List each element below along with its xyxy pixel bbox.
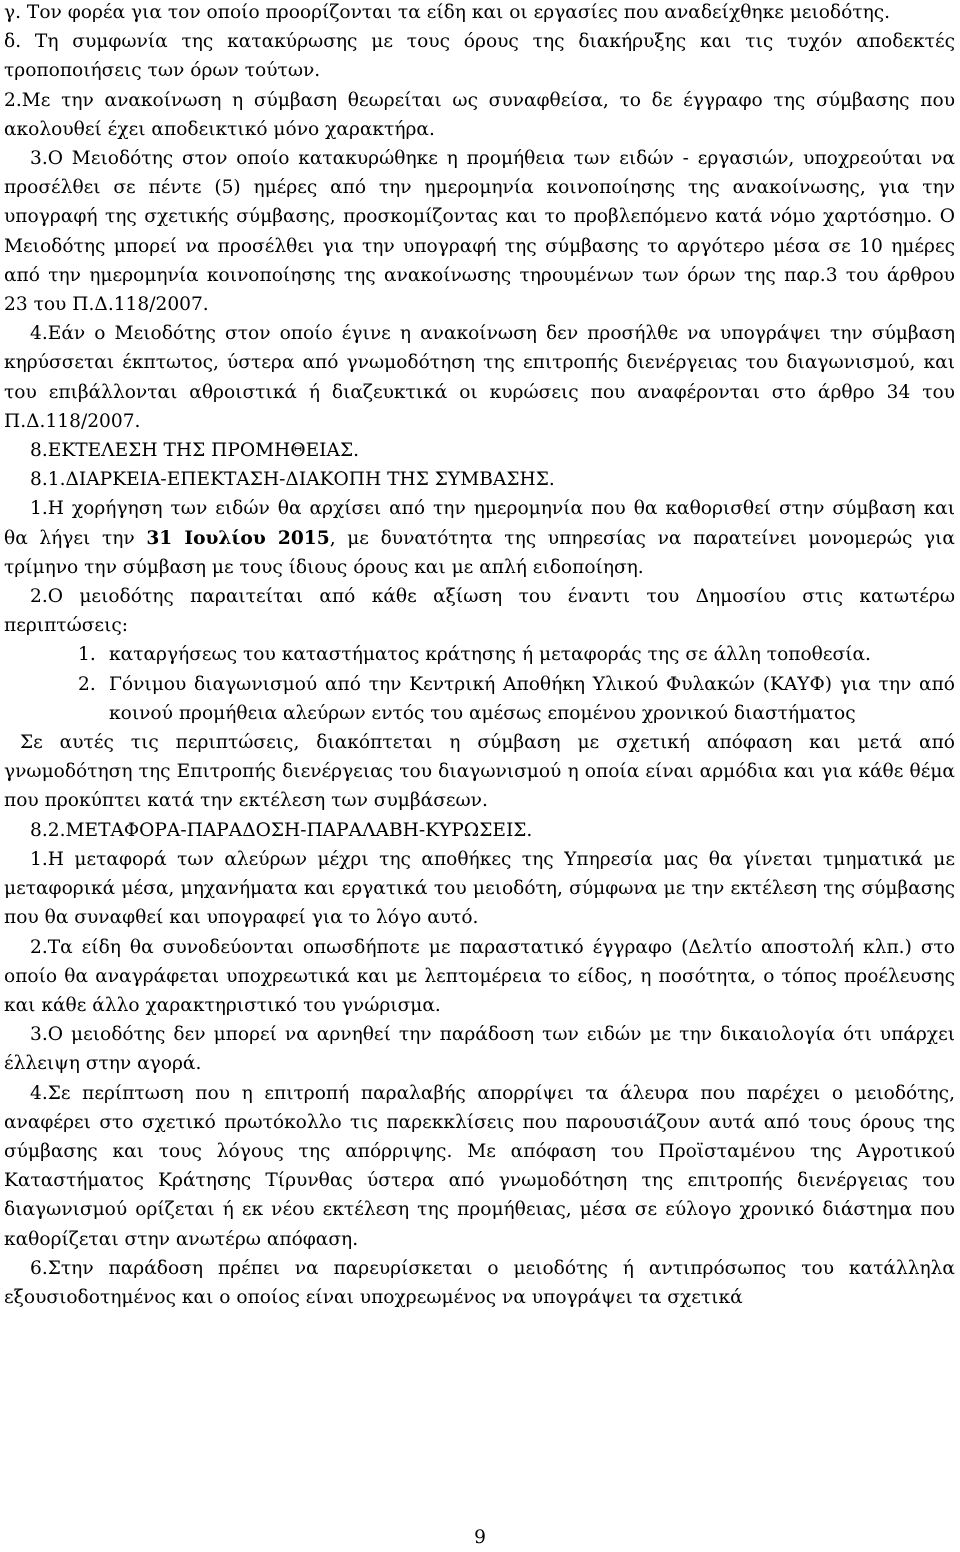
paragraph-3: 3.Ο Μειοδότης στον οποίο κατακυρώθηκε η προμήθεια των ειδών - εργασιών, υποχρεούται να προσέλθει σε πέντε (5) ημέρες από την ημερομηνία κοινοποίησης της ανακοίνωσης, για την υπογραφή της σχετικής σύμβασης, προσκομίζοντας και το προβλεπόμενο κατά νόμο χαρτόσημο. Ο Μειοδότης μπορεί να προσέλθει για την υπογραφή της σύμβασης το αργότερο μέσα σε 10 ημέρες από την ημερομηνία κοινοποίησης της ανακοίνωσης τηρουμένων των όρων της παρ.3 του άρθρου 23 του Π.Δ.118/2007.	[4, 148, 955, 316]
paragraph-8-2-1: 1.Η μεταφορά των αλεύρων μέχρι της αποθήκες της Υπηρεσία μας θα γίνεται τμηματικά με μεταφορικά μέσα, μηχανήματα και εργατικά του μειοδότη, σύμφωνα με την εκτέλεση της σύμβασης που θα συναφθεί και υπογραφεί για το λόγο αυτό.	[4, 848, 955, 929]
paragraph-8-2-3: 3.Ο μειοδότης δεν μπορεί να αρνηθεί την παράδοση των ειδών με την δικαιολογία ότι υπάρχει έλλειψη στην αγορά.	[4, 1024, 955, 1075]
paragraph-delta: δ. Τη συμφωνία της κατακύρωσης με τους όρους της διακήρυξης και τις τυχόν αποδεκτές τροποποιήσεις των όρων τούτων.	[4, 31, 955, 82]
document-body	[4, 0, 955, 1312]
paragraph-8-2-2: 2.Τα είδη θα συνοδεύονται οπωσδήποτε με παραστατικό έγγραφο (Δελτίο αποστολή κλπ.) στο οποίο θα αναγράφεται υποχρεωτικά και με λεπτομέρεια το είδος, η ποσότητα, ο τόπος προέλευσης και κάθε άλλο χαρακτηριστικό του γνώρισμα.	[4, 936, 955, 1016]
paragraph-8-1-1-text-start: 1.Η χορήγηση των ειδών θα αρχίσει από την ημερομηνία που θα καθορισθεί στην σύμβαση και θα λήγει την	[4, 498, 955, 549]
end-date: 31 Ιουλίου 2015	[146, 527, 330, 549]
paragraph-8-2-6: 6.Στην παράδοση πρέπει να παρευρίσκεται ο μειοδότης ή αντιπρόσωπος του κατάλληλα εξουσιοδοτημένος και ο οποίος είναι υποχρεωμένος να υπογράψει τα σχετικά	[4, 1257, 955, 1308]
paragraph-gamma: γ. Τον φορέα για τον οποίο προορίζονται τα είδη και οι εργασίες που αναδείχθηκε μειοδότης.	[4, 2, 891, 23]
paragraph-8-1-1	[4, 494, 955, 582]
list-item	[4, 670, 955, 728]
heading-section-8: 8.ΕΚΤΕΛΕΣΗ ΤΗΣ ΠΡΟΜΗΘΕΙΑΣ.	[30, 440, 359, 462]
paragraph-8-1-1-text-end: , με δυνατότητα της υπηρεσίας να παρατείνει μονομερώς για τρίμηνο την σύμβαση με τους ίδιους όρους και με απλή ειδοποίηση.	[4, 527, 955, 578]
paragraph-after-cases: Σε αυτές τις περιπτώσεις, διακόπτεται η σύμβαση με σχετική απόφαση και μετά από γνωμοδότηση της Επιτροπής διενέργειας του διαγωνισμού η οποία είναι αρμόδια και για κάθε θέμα που προκύπτει κατά την εκτέλεση των συμβάσεων.	[4, 732, 955, 812]
list-item	[4, 640, 955, 669]
paragraph-8-1-2: 2.Ο μειοδότης παραιτείται από κάθε αξίωση του έναντι του Δημοσίου στις κατωτέρω περιπτώσεις:	[4, 586, 955, 637]
cases-list	[4, 640, 955, 728]
list-item-text: Γόνιμου διαγωνισμού από την Κεντρική Αποθήκη Υλικού Φυλακών (ΚΑΥΦ) για την από κοινού προμήθεια αλεύρων εντός του αμέσως επομένου χρονικού διαστήματος	[109, 673, 955, 724]
page-number: 9	[474, 1527, 486, 1548]
list-item-number: 2.	[78, 673, 96, 695]
paragraph-4: 4.Εάν ο Μειοδότης στον οποίο έγινε η ανακοίνωση δεν προσήλθε να υπογράψει την σύμβαση κηρύσσεται έκπτωτος, ύστερα από γνωμοδότηση της επιτροπής διενέργειας του διαγωνισμού, και του επιβάλλονται αθροιστικά ή διαζευκτικά οι κυρώσεις που αναφέρονται στο άρθρο 34 του Π.Δ.118/2007.	[4, 323, 955, 432]
paragraph-2: 2.Με την ανακοίνωση η σύμβαση θεωρείται ως συναφθείσα, το δε έγγραφο της σύμβασης που ακολουθεί έχει αποδεικτικό μόνο χαρακτήρα.	[4, 89, 955, 140]
list-item-text: καταργήσεως του καταστήματος κράτησης ή μεταφοράς της σε άλλη τοποθεσία.	[109, 644, 871, 666]
heading-section-8-2: 8.2.ΜΕΤΑΦΟΡΑ-ΠΑΡΑΔΟΣΗ-ΠΑΡΑΛΑΒΗ-ΚΥΡΩΣΕΙΣ.	[30, 819, 533, 841]
heading-section-8-1: 8.1.ΔΙΑΡΚΕΙΑ-ΕΠΕΚΤΑΣΗ-ΔΙΑΚΟΠΗ ΤΗΣ ΣΥΜΒΑΣΗΣ.	[30, 469, 555, 491]
list-item-number: 1.	[78, 644, 96, 666]
paragraph-8-2-4: 4.Σε περίπτωση που η επιτροπή παραλαβής απορρίψει τα άλευρα που παρέχει ο μειοδότης, αναφέρει στο σχετικό πρωτόκολλο τις παρεκκλίσεις που παρουσιάζουν αυτά από τους όρους της σύμβασης και τους λόγους της απόρριψης. Με απόφαση του Προϊσταμένου της Αγροτικού Καταστήματος Κράτησης Τίρυνθας ύστερα από γνωμοδότηση της επιτροπής διενέργειας του διαγωνισμού ορίζεται ή εκ νέου εκτέλεση της προμήθειας, μέσα σε εύλογο χρονικό διάστημα που καθορίζεται στην ανωτέρω απόφαση.	[4, 1082, 955, 1250]
